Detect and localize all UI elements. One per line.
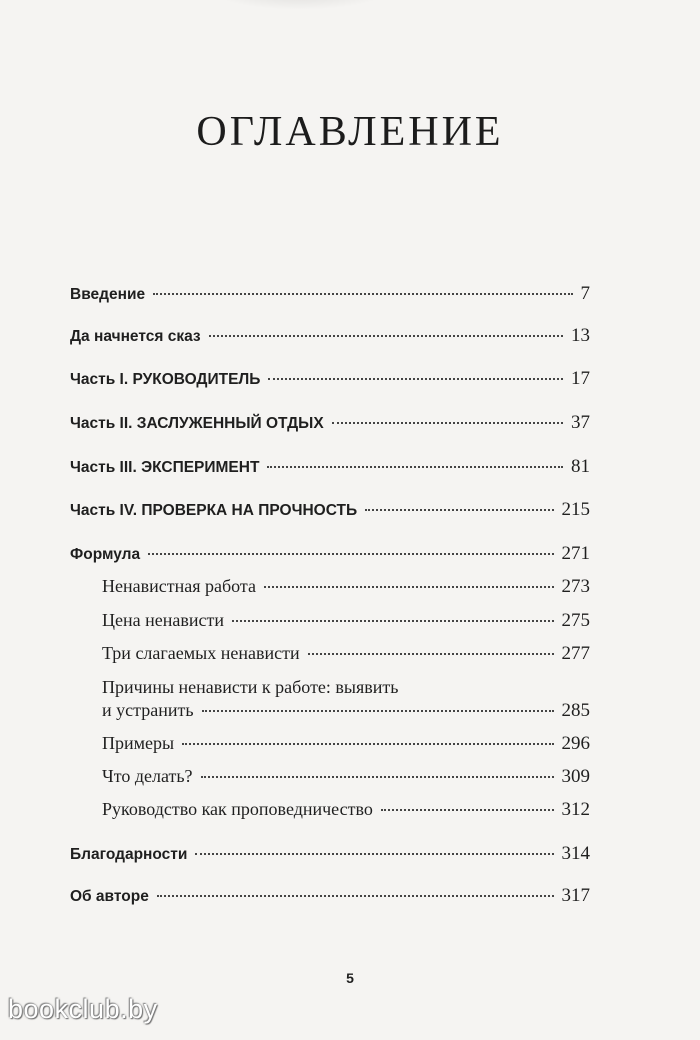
toc-entry-page: 13 xyxy=(571,325,590,346)
leader-dots xyxy=(209,335,563,337)
toc-entry-label: Цена ненависти xyxy=(102,610,224,630)
toc-subentry-examples xyxy=(102,733,590,755)
toc-subentry-causes-line1: Причины ненависти к работе: выявить xyxy=(102,677,399,697)
toc-entry-page: 271 xyxy=(561,543,590,564)
toc-entry-label: Что делать? xyxy=(102,766,193,786)
toc-entry-page: 37 xyxy=(571,412,590,433)
leader-dots xyxy=(153,293,572,295)
toc-subentry-hated-work xyxy=(102,576,590,598)
toc-subentry-what-to-do xyxy=(102,766,590,788)
toc-entry-label: Благодарности xyxy=(70,846,188,863)
toc-entry-page: 312 xyxy=(561,799,590,820)
top-shadow xyxy=(210,0,390,10)
toc-entry-page: 81 xyxy=(571,456,590,477)
toc-entry-about-author xyxy=(70,885,590,907)
toc-entry-acknowledgements xyxy=(70,843,590,865)
leader-dots xyxy=(148,553,553,555)
leader-dots xyxy=(332,422,563,424)
toc-entry-page: 17 xyxy=(571,368,590,389)
toc-entry-label: Примеры xyxy=(102,733,175,753)
toc-entry-page: 215 xyxy=(561,499,590,520)
toc-entry-part-1 xyxy=(70,368,590,390)
toc-entry-label: Часть II. ЗАСЛУЖЕННЫЙ ОТДЫХ xyxy=(70,415,324,432)
toc-subentry-three-components xyxy=(102,643,590,665)
leader-dots xyxy=(381,809,554,811)
leader-dots xyxy=(157,895,554,897)
leader-dots xyxy=(232,620,554,622)
toc-entry-label: Часть IV. ПРОВЕРКА НА ПРОЧНОСТЬ xyxy=(70,502,358,519)
toc-entry-label: Да начнется сказ xyxy=(70,328,201,345)
toc-entry-page: 277 xyxy=(561,643,590,664)
toc-entry-label: Часть I. РУКОВОДИТЕЛЬ xyxy=(70,371,261,388)
toc-entry-formula xyxy=(70,543,590,565)
toc-entry-page: 314 xyxy=(561,843,590,864)
toc-entry-label: и устранить xyxy=(102,700,194,720)
toc-entry-page: 275 xyxy=(561,610,590,631)
watermark: bookclub.by xyxy=(8,994,158,1024)
toc-entry-label: Часть III. ЭКСПЕРИМЕНТ xyxy=(70,459,260,476)
toc-subentry-causes xyxy=(102,700,590,722)
toc-entry-label: Ненавистная работа xyxy=(102,576,256,596)
leader-dots xyxy=(264,586,554,588)
leader-dots xyxy=(201,776,554,778)
toc-entry-label: Об авторе xyxy=(70,888,149,905)
toc-entry-prologue xyxy=(70,325,590,347)
toc-entry-label: Формула xyxy=(70,546,141,563)
toc-entry-page: 309 xyxy=(561,766,590,787)
leader-dots xyxy=(182,743,553,745)
leader-dots xyxy=(268,378,563,380)
page-number: 5 xyxy=(346,970,354,986)
leader-dots xyxy=(195,853,553,855)
leader-dots xyxy=(365,509,553,511)
toc-entry-label: Три слагаемых ненависти xyxy=(102,643,300,663)
leader-dots xyxy=(267,466,563,468)
toc-entry-part-3 xyxy=(70,456,590,478)
leader-dots xyxy=(308,653,554,655)
toc-subentry-price-of-hate xyxy=(102,610,590,632)
toc-subentry-leadership-as-preaching xyxy=(102,799,590,821)
toc-entry-part-2 xyxy=(70,412,590,434)
toc-entry-page: 285 xyxy=(561,700,590,721)
toc-entry-page: 7 xyxy=(580,283,590,304)
toc-entry-label: Введение xyxy=(70,286,146,303)
toc-entry-page: 296 xyxy=(561,733,590,754)
toc-entry-page: 273 xyxy=(561,576,590,597)
toc-entry-label: Руководство как проповедничество xyxy=(102,799,373,819)
toc-entry-part-4 xyxy=(70,499,590,521)
page-title: ОГЛАВЛЕНИЕ xyxy=(196,109,504,155)
toc-entry-introduction xyxy=(70,283,590,305)
leader-dots xyxy=(202,710,554,712)
toc-entry-page: 317 xyxy=(561,885,590,906)
